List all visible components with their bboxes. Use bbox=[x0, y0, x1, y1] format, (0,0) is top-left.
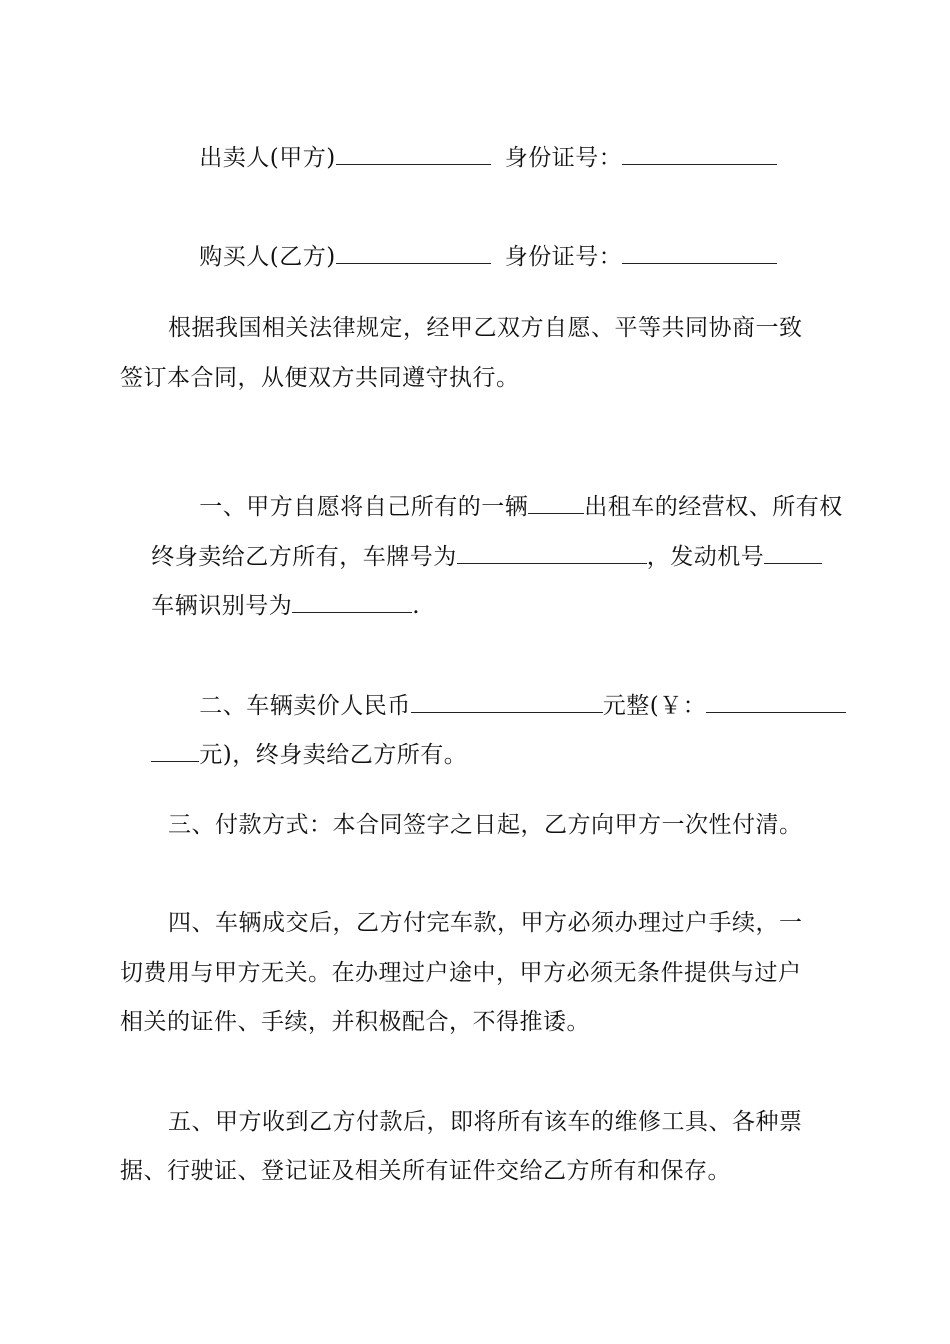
intro-line-1: 根据我国相关法律规定，经甲乙双方自愿、平等共同协商一致 bbox=[168, 315, 803, 341]
price-words-blank[interactable] bbox=[411, 690, 603, 713]
buyer-line bbox=[168, 213, 884, 299]
buyer-name-blank[interactable] bbox=[336, 241, 491, 264]
clause1-text-a: 一、甲方自愿将自己所有的一辆 bbox=[199, 494, 529, 520]
seller-id-blank[interactable] bbox=[622, 142, 777, 165]
clause1-text-e: 车辆识别号为 bbox=[151, 593, 293, 619]
clause2-text-a: 二、车辆卖价人民币 bbox=[199, 693, 411, 719]
engine-number-blank[interactable] bbox=[764, 541, 822, 564]
price-number-blank-a[interactable] bbox=[706, 690, 846, 713]
seller-label: 出卖人(甲方) bbox=[199, 145, 336, 171]
price-number-blank-b[interactable] bbox=[151, 739, 199, 762]
clause2-line-2 bbox=[120, 711, 836, 797]
clause4-line-3: 相关的证件、手续，并积极配合，不得推诿。 bbox=[120, 1009, 590, 1035]
clause2-text-c: 元)，终身卖给乙方所有。 bbox=[199, 742, 468, 768]
seller-name-blank[interactable] bbox=[336, 142, 491, 165]
vin-blank[interactable] bbox=[292, 590, 412, 613]
clause3-line: 三、付款方式：本合同签字之日起，乙方向甲方一次性付清。 bbox=[168, 812, 803, 838]
clause4-line-2: 切费用与甲方无关。在办理过户途中，甲方必须无条件提供与过户 bbox=[120, 960, 802, 986]
clause2-text-b: 元整(￥： bbox=[602, 693, 707, 719]
seller-line bbox=[168, 114, 884, 200]
plate-number-blank[interactable] bbox=[457, 541, 647, 564]
clause1-text-f: . bbox=[412, 593, 421, 619]
clause1-line-3 bbox=[120, 562, 836, 648]
seller-id-label: 身份证号： bbox=[504, 145, 623, 171]
clause5-line-2: 据、行驶证、登记证及相关所有证件交给乙方所有和保存。 bbox=[120, 1158, 731, 1184]
buyer-id-blank[interactable] bbox=[622, 241, 777, 264]
clause1-text-d: ，发动机号 bbox=[646, 544, 765, 570]
clause1-text-c: 终身卖给乙方所有，车牌号为 bbox=[151, 544, 457, 570]
vehicle-type-blank[interactable] bbox=[528, 491, 584, 514]
clause5-line-1: 五、甲方收到乙方付款后，即将所有该车的维修工具、各种票 bbox=[168, 1109, 803, 1135]
clause1-text-b: 出租车的经营权、所有权 bbox=[584, 494, 843, 520]
clause4-line-1: 四、车辆成交后，乙方付完车款，甲方必须办理过户手续，一 bbox=[168, 910, 803, 936]
buyer-id-label: 身份证号： bbox=[504, 244, 623, 270]
intro-line-2: 签订本合同，从便双方共同遵守执行。 bbox=[120, 365, 520, 391]
buyer-label: 购买人(乙方) bbox=[199, 244, 336, 270]
